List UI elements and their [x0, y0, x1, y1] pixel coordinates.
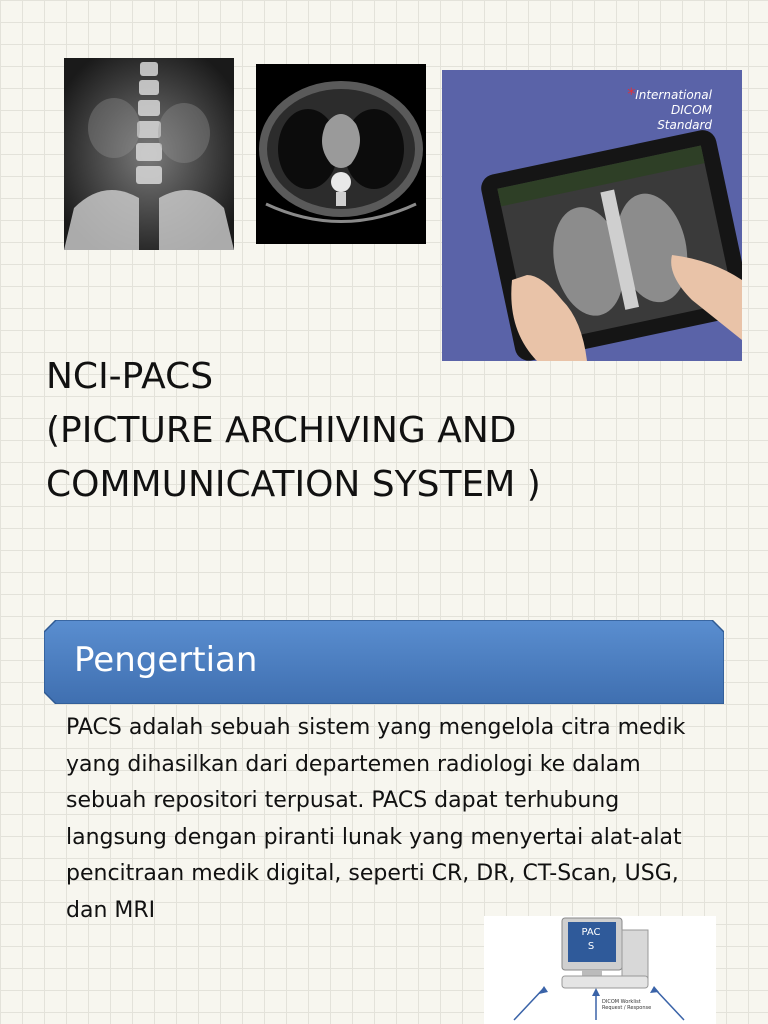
dicom-label-line-3: Standard	[657, 118, 712, 132]
pacs-screen-label	[576, 926, 606, 954]
dicom-label-line-2: DICOM	[671, 103, 712, 117]
body-line-1: PACS adalah sebuah sistem yang mengelola citra medik	[66, 715, 686, 740]
body-line-6: dan MRI	[66, 897, 156, 923]
body-line-2: yang dihasilkan dari departemen radiologi ke dalam	[66, 751, 641, 777]
body-line-3: sebuah repositori terpusat. PACS dapat terhubung	[66, 788, 620, 813]
body-line-4: langsung dengan piranti lunak yang menyertai alat-alat	[66, 824, 682, 850]
tablet-chest-xray-image	[442, 70, 742, 361]
worklist-line-1: DICOM Worklist	[602, 999, 641, 1005]
star-icon: *	[627, 84, 636, 103]
body-line-5: pencitraan medik digital, seperti CR, DR, CT-Scan, USG,	[66, 861, 679, 886]
page-title	[46, 350, 746, 512]
pacs-screen-line-2: S	[587, 941, 595, 952]
pacs-screen-line-1: PAC	[581, 927, 601, 938]
section-banner	[44, 620, 724, 704]
title-line-1: NCI-PACS	[46, 356, 214, 397]
abdominal-xray-image	[64, 58, 234, 250]
title-line-2: (PICTURE ARCHIVING AND	[46, 410, 517, 451]
title-line-3: COMMUNICATION SYSTEM )	[46, 464, 541, 505]
definition-paragraph	[66, 710, 746, 929]
worklist-label	[602, 999, 651, 1011]
dicom-standard-label	[627, 86, 712, 133]
section-heading: Pengertian	[74, 640, 258, 680]
dicom-label-line-1: International	[635, 88, 712, 102]
worklist-line-2: Request / Response	[602, 1005, 652, 1011]
pacs-diagram	[484, 916, 716, 1024]
chest-ct-image	[256, 64, 426, 244]
